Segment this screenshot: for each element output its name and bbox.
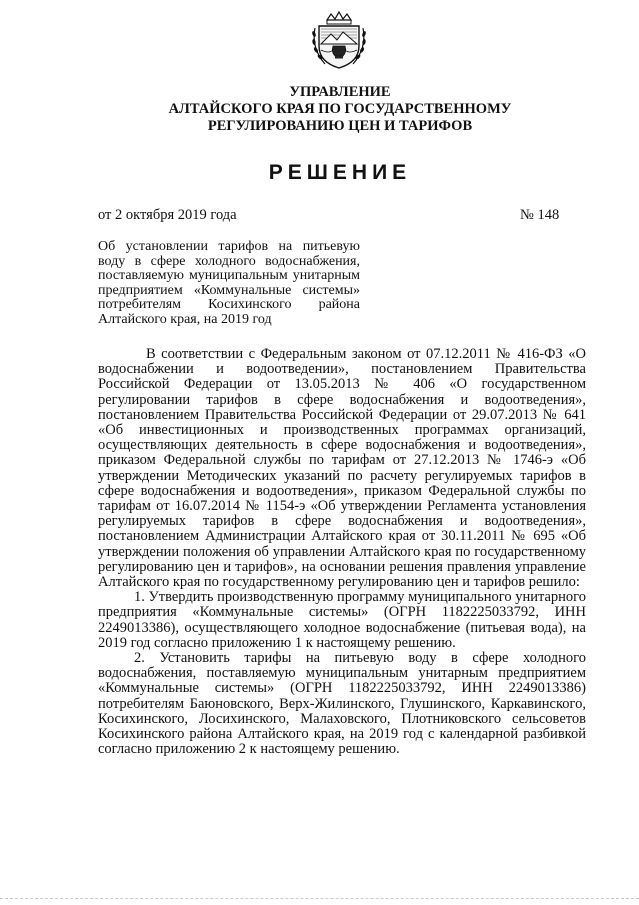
preamble-paragraph: В соответствии с Федеральным законом от 07.12.2011 № 416-ФЗ «О водоснабжении и водоотведении», постановлением Правительства Российской Федерации от 13.05.2013 № 406 «О государственном регулировании тарифов в сфере водоснабжения и водоотведения», постановлением Правительства Российской Федерации от 29.07.2013 № 641 «Об инвестиционных и производственных программах организаций, осуществляющих деятельность в сфере водоснабжения и водоотведения», приказом Федеральной службы по тарифам от 27.12.2013 № 1746-э «Об утверждении Методических указаний по расчету регулируемых тарифов в сфере водоснабжения и водоотведения», приказом Федеральной службы по тарифам от 16.07.2014 № 1154-э «Об утверждении Регламента установления регулируемых тарифов в сфере водоснабжения и водоотведения», постановлением Администрации Алтайского края от 30.11.2011 № 695 «Об утверждении положения об управлении Алтайского края по государственному регулированию цен и тарифов», на основании решения правления управление Алтайского края по государственному регулированию цен и тарифов решило: [98,346,586,591]
document-number: № 148 [520,207,560,223]
document-subject: Об установлении тарифов на питьевую воду в сфере холодного водоснабжения, поставляемую муниципальным унитарным предприятием «Коммунальные системы» потребителям Косихинского района Алтайского края, на 2019 год [98,239,360,327]
organization-line-2: АЛТАЙСКОГО КРАЯ ПО ГОСУДАРСТВЕННОМУ [168,101,512,117]
document-body [98,347,586,757]
page-bottom-divider [0,898,639,899]
coat-of-arms-icon [309,10,369,70]
document-date: от 2 октября 2019 года [98,207,237,223]
decision-item-2: 2. Установить тарифы на питьевую воду в сфере холодного водоснабжения, поставляемую муниципальным унитарным предприятием «Коммунальные системы» (ОГРН 1182225033792, ИНН 2249013386) потребителям Баюновского, Верх-Жилинского, Глушинского, Каркавинского, Косихинского, Лосихинского, Малаховского, Плотниковского сельсоветов Косихинского района Алтайского края, на 2019 год с календарной разбивкой согласно приложению 2 к настоящему решению. [98,650,586,758]
organization-line-1: УПРАВЛЕНИЕ [289,84,391,100]
organization-header [90,84,590,135]
document-title: РЕШЕНИЕ [268,161,412,184]
decision-item-1: 1. Утвердить производственную программу муниципального унитарного предприятия «Коммунальные системы» (ОГРН 1182225033792, ИНН 2249013386), осуществляющего холодное водоснабжение (питьевая вода), на 2019 год согласно приложению 1 к настоящему решению. [98,589,587,651]
organization-line-3: РЕГУЛИРОВАНИЮ ЦЕН И ТАРИФОВ [207,118,473,134]
